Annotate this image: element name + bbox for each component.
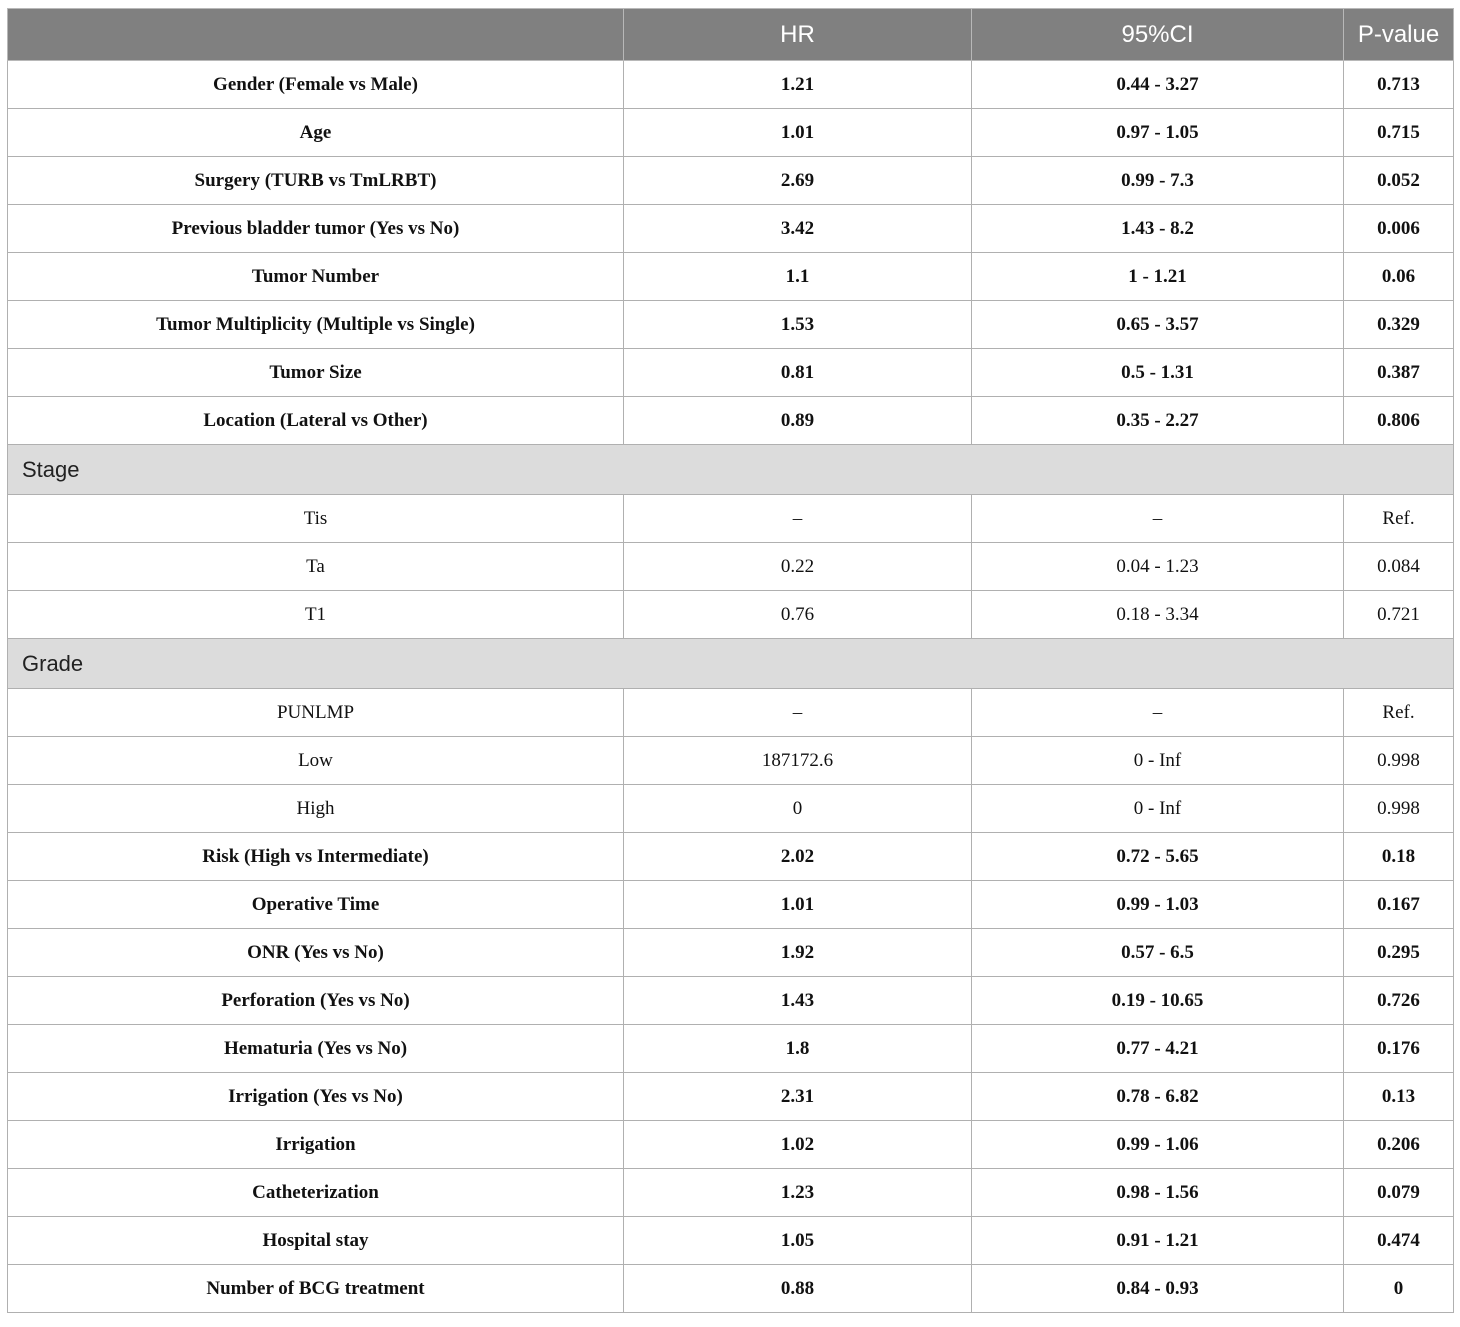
header-variable [8,9,624,61]
p-value-cell: 0.806 [1344,397,1454,445]
hr-cell: 0.76 [624,591,972,639]
ci-cell: 0.65 - 3.57 [972,301,1344,349]
table-row [8,737,1454,785]
hr-cell: 1.92 [624,929,972,977]
variable-cell: Age [8,109,624,157]
ci-cell: 0.04 - 1.23 [972,543,1344,591]
ci-cell: 0.78 - 6.82 [972,1073,1344,1121]
hr-cell: 1.05 [624,1217,972,1265]
ci-cell: 0.77 - 4.21 [972,1025,1344,1073]
p-value-cell: 0.295 [1344,929,1454,977]
hr-cell: 1.01 [624,881,972,929]
ci-cell: 0.99 - 1.06 [972,1121,1344,1169]
ci-cell: 0.44 - 3.27 [972,61,1344,109]
table-row [8,543,1454,591]
table-row [8,1217,1454,1265]
variable-cell: Low [8,737,624,785]
variable-cell: Surgery (TURB vs TmLRBT) [8,157,624,205]
table-row [8,157,1454,205]
p-value-cell: 0.206 [1344,1121,1454,1169]
variable-cell: Tumor Multiplicity (Multiple vs Single) [8,301,624,349]
p-value-cell: 0.176 [1344,1025,1454,1073]
table-row [8,205,1454,253]
table-row [8,1073,1454,1121]
table-row [8,833,1454,881]
ci-cell: 0.72 - 5.65 [972,833,1344,881]
table-row [8,495,1454,543]
variable-cell: Irrigation (Yes vs No) [8,1073,624,1121]
ci-cell: 0.97 - 1.05 [972,109,1344,157]
variable-cell: Hospital stay [8,1217,624,1265]
table-row [8,591,1454,639]
p-value-cell: 0.713 [1344,61,1454,109]
hr-cell: 1.01 [624,109,972,157]
p-value-cell: 0.18 [1344,833,1454,881]
table-row [8,1121,1454,1169]
header-p-value: P-value [1344,9,1454,61]
p-value-cell: 0.329 [1344,301,1454,349]
p-value-cell: 0.167 [1344,881,1454,929]
hr-cell: 1.1 [624,253,972,301]
ci-cell: 0.18 - 3.34 [972,591,1344,639]
ci-cell: 0.57 - 6.5 [972,929,1344,977]
ci-cell: 0.35 - 2.27 [972,397,1344,445]
hr-cell: 0 [624,785,972,833]
ci-cell: 0.19 - 10.65 [972,977,1344,1025]
variable-cell: Perforation (Yes vs No) [8,977,624,1025]
hr-cell: 0.89 [624,397,972,445]
p-value-cell: 0.084 [1344,543,1454,591]
variable-cell: Previous bladder tumor (Yes vs No) [8,205,624,253]
hr-cell: 0.81 [624,349,972,397]
variable-cell: High [8,785,624,833]
variable-cell: Location (Lateral vs Other) [8,397,624,445]
ci-cell: 1.43 - 8.2 [972,205,1344,253]
p-value-cell: 0.998 [1344,785,1454,833]
variable-cell: Ta [8,543,624,591]
header-hr: HR [624,9,972,61]
variable-cell: Catheterization [8,1169,624,1217]
variable-cell: Tumor Size [8,349,624,397]
hr-cell: 3.42 [624,205,972,253]
p-value-cell: 0.387 [1344,349,1454,397]
ci-cell: 0.98 - 1.56 [972,1169,1344,1217]
hr-cell: 2.02 [624,833,972,881]
section-label: Grade [8,639,1454,689]
p-value-cell: Ref. [1344,495,1454,543]
variable-cell: T1 [8,591,624,639]
table-row [8,1265,1454,1313]
variable-cell: Tis [8,495,624,543]
table-row [8,1169,1454,1217]
table-row [8,1025,1454,1073]
ci-cell: – [972,689,1344,737]
p-value-cell: 0.13 [1344,1073,1454,1121]
table-row [8,929,1454,977]
hr-cell: 0.22 [624,543,972,591]
table-row [8,881,1454,929]
table-row [8,301,1454,349]
hr-cell: 1.53 [624,301,972,349]
hr-cell: 0.88 [624,1265,972,1313]
hr-cell: 1.21 [624,61,972,109]
hr-cell: 2.31 [624,1073,972,1121]
ci-cell: 0.84 - 0.93 [972,1265,1344,1313]
hr-cell: 2.69 [624,157,972,205]
ci-cell: 0.99 - 1.03 [972,881,1344,929]
header-ci: 95%CI [972,9,1344,61]
section-label: Stage [8,445,1454,495]
hr-cell: 187172.6 [624,737,972,785]
section-header-row [8,445,1454,495]
results-table [7,8,1454,1313]
p-value-cell: 0.721 [1344,591,1454,639]
p-value-cell: 0.726 [1344,977,1454,1025]
header-row [8,9,1454,61]
p-value-cell: 0.006 [1344,205,1454,253]
variable-cell: Risk (High vs Intermediate) [8,833,624,881]
table-row [8,109,1454,157]
ci-cell: 0 - Inf [972,737,1344,785]
variable-cell: Hematuria (Yes vs No) [8,1025,624,1073]
ci-cell: 0.91 - 1.21 [972,1217,1344,1265]
hr-cell: 1.43 [624,977,972,1025]
variable-cell: Tumor Number [8,253,624,301]
variable-cell: Gender (Female vs Male) [8,61,624,109]
table-row [8,785,1454,833]
hr-cell: – [624,495,972,543]
table-row [8,253,1454,301]
ci-cell: 0.5 - 1.31 [972,349,1344,397]
table-row [8,689,1454,737]
p-value-cell: 0.715 [1344,109,1454,157]
section-header-row [8,639,1454,689]
variable-cell: Operative Time [8,881,624,929]
hr-cell: 1.23 [624,1169,972,1217]
table-row [8,61,1454,109]
p-value-cell: 0.06 [1344,253,1454,301]
ci-cell: 1 - 1.21 [972,253,1344,301]
table-row [8,977,1454,1025]
variable-cell: ONR (Yes vs No) [8,929,624,977]
p-value-cell: 0.998 [1344,737,1454,785]
ci-cell: – [972,495,1344,543]
table-row [8,349,1454,397]
p-value-cell: Ref. [1344,689,1454,737]
table-row [8,397,1454,445]
p-value-cell: 0.474 [1344,1217,1454,1265]
ci-cell: 0 - Inf [972,785,1344,833]
p-value-cell: 0.052 [1344,157,1454,205]
hr-cell: 1.02 [624,1121,972,1169]
variable-cell: Irrigation [8,1121,624,1169]
table-body [8,61,1454,1313]
hr-cell: – [624,689,972,737]
hr-cell: 1.8 [624,1025,972,1073]
ci-cell: 0.99 - 7.3 [972,157,1344,205]
variable-cell: PUNLMP [8,689,624,737]
p-value-cell: 0 [1344,1265,1454,1313]
p-value-cell: 0.079 [1344,1169,1454,1217]
variable-cell: Number of BCG treatment [8,1265,624,1313]
